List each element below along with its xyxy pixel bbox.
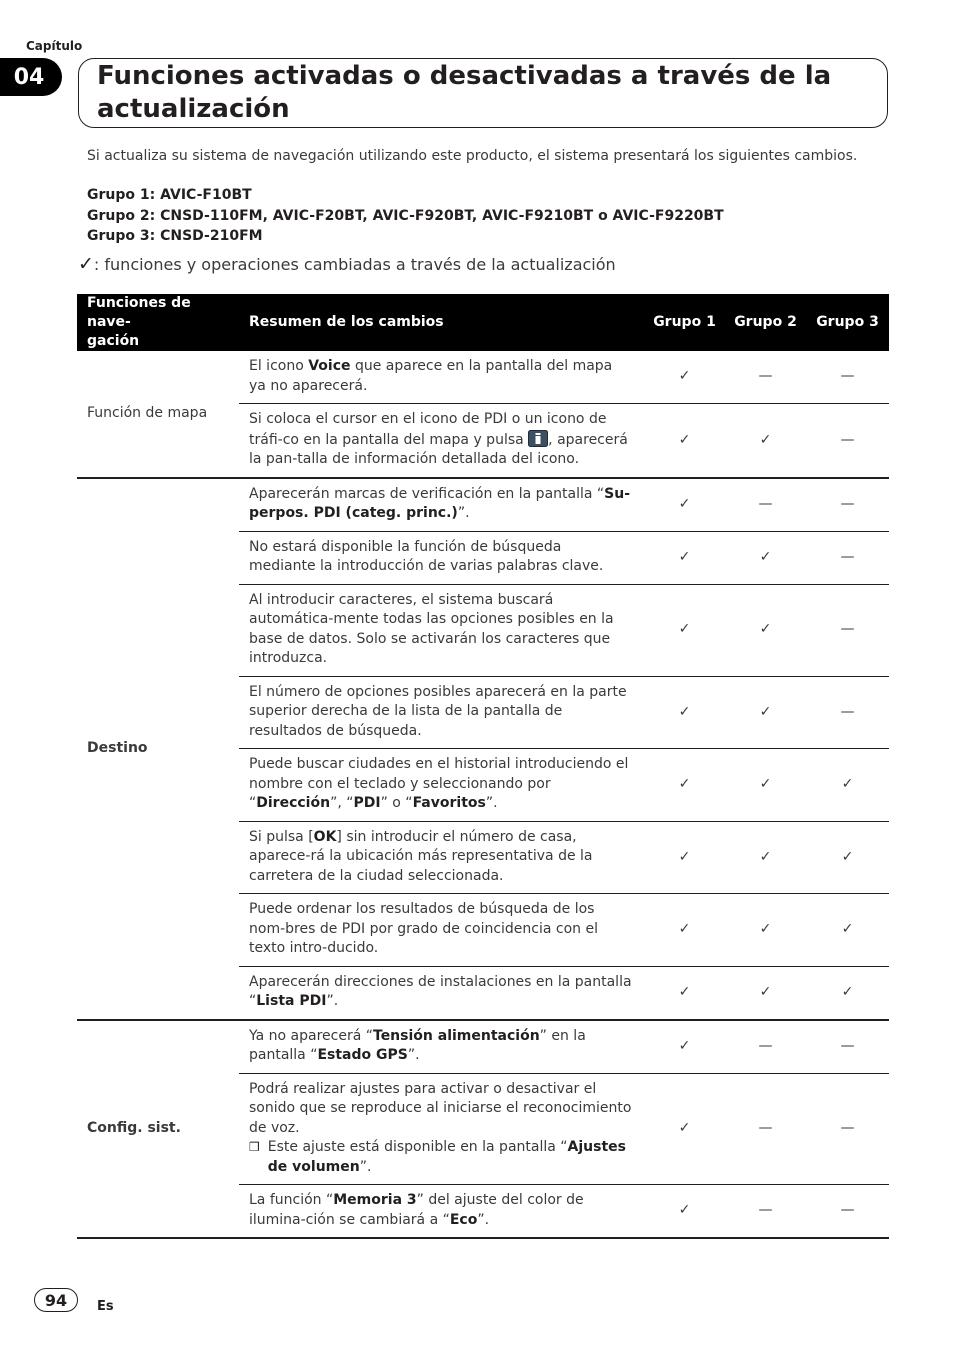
page-number: 94 xyxy=(34,1288,78,1312)
change-description-main: Podrá realizar ajustes para activar o desactivar el sonido que se reproduce al iniciarse el reconocimiento de voz. xyxy=(249,1080,632,1136)
mark-group-2: ✓ xyxy=(725,404,806,478)
mark-group-3: ✓ xyxy=(806,966,889,1020)
header-function xyxy=(77,294,239,351)
table-header-row xyxy=(77,294,889,351)
mark-group-3: ✓ xyxy=(806,749,889,822)
mark-group-2: — xyxy=(725,478,806,532)
header-function-line-2: gación xyxy=(87,333,140,349)
header-group-2: Grupo 2 xyxy=(725,294,806,351)
mark-group-2: — xyxy=(725,1185,806,1239)
page-title xyxy=(97,60,831,126)
mark-group-1: ✓ xyxy=(644,966,725,1020)
header-group-3: Grupo 3 xyxy=(806,294,889,351)
mark-group-2: ✓ xyxy=(725,821,806,894)
chapter-number-badge: 04 xyxy=(0,58,62,96)
group-3-models: CNSD-210FM xyxy=(160,228,263,244)
change-description: El número de opciones posibles aparecerá en la parte superior derecha de la lista de la pantalla de resultados de búsqueda. xyxy=(239,676,644,749)
group-3-line xyxy=(87,228,263,244)
chapter-label: Capítulo xyxy=(26,39,83,53)
mark-group-2: — xyxy=(725,351,806,404)
note-text: Este ajuste está disponible en la pantalla “Ajustes de volumen”. xyxy=(267,1139,626,1175)
mark-group-3: — xyxy=(806,404,889,478)
group-2-line xyxy=(87,208,724,224)
mark-group-2: — xyxy=(725,1073,806,1185)
page-title-line-1: Funciones activadas o desactivadas a través de la xyxy=(97,61,832,91)
group-1-models: AVIC-F10BT xyxy=(160,187,252,203)
note-item xyxy=(249,1138,632,1177)
mark-group-3: — xyxy=(806,478,889,532)
function-cell-destino: Destino xyxy=(77,478,239,1020)
table-row xyxy=(77,1020,889,1074)
function-cell-config: Config. sist. xyxy=(77,1020,239,1239)
change-description: Si pulsa [OK] sin introducir el número de casa, aparece-rá la ubicación más representativa de la carretera de la ciudad seleccionada. xyxy=(239,821,644,894)
header-summary: Resumen de los cambios xyxy=(239,294,644,351)
mark-group-3: — xyxy=(806,351,889,404)
changes-table xyxy=(77,294,889,1239)
mark-group-3: — xyxy=(806,531,889,584)
checkmark-icon: ✓ xyxy=(78,253,94,275)
group-2-label: Grupo 2: xyxy=(87,208,161,224)
change-description: Ya no aparecerá “Tensión alimentación” en la pantalla “Estado GPS”. xyxy=(239,1020,644,1074)
mark-group-2: ✓ xyxy=(725,749,806,822)
mark-group-1: ✓ xyxy=(644,351,725,404)
info-button-icon xyxy=(528,430,548,447)
change-description: Aparecerán direcciones de instalaciones en la pantalla “Lista PDI”. xyxy=(239,966,644,1020)
mark-group-3: — xyxy=(806,1020,889,1074)
mark-group-1: ✓ xyxy=(644,676,725,749)
mark-group-1: ✓ xyxy=(644,1020,725,1074)
mark-group-3: ✓ xyxy=(806,821,889,894)
mark-group-1: ✓ xyxy=(644,749,725,822)
table-row xyxy=(77,351,889,404)
table-row xyxy=(77,478,889,532)
mark-group-2: ✓ xyxy=(725,584,806,676)
group-1-label: Grupo 1: xyxy=(87,187,161,203)
change-description: Aparecerán marcas de verificación en la pantalla “Su-perpos. PDI (categ. princ.)”. xyxy=(239,478,644,532)
legend xyxy=(78,253,616,275)
group-1-line xyxy=(87,187,252,203)
mark-group-1: ✓ xyxy=(644,1185,725,1239)
change-description: No estará disponible la función de búsqueda mediante la introducción de varias palabras clave. xyxy=(239,531,644,584)
mark-group-2: ✓ xyxy=(725,531,806,584)
mark-group-3: — xyxy=(806,1073,889,1185)
mark-group-2: ✓ xyxy=(725,676,806,749)
mark-group-1: ✓ xyxy=(644,404,725,478)
page-title-line-2: actualización xyxy=(97,94,290,124)
language-code: Es xyxy=(97,1299,114,1314)
header-group-1: Grupo 1 xyxy=(644,294,725,351)
header-function-line-1: Funciones de nave- xyxy=(87,295,191,330)
mark-group-1: ✓ xyxy=(644,1073,725,1185)
mark-group-2: ✓ xyxy=(725,894,806,967)
intro-paragraph: Si actualiza su sistema de navegación utilizando este producto, el sistema presentará los siguientes cambios. xyxy=(87,148,858,164)
change-description xyxy=(239,1073,644,1185)
mark-group-1: ✓ xyxy=(644,821,725,894)
change-description: Puede buscar ciudades en el historial introduciendo el nombre con el teclado y seleccionando por “Dirección”, “PDI” o “Favoritos”. xyxy=(239,749,644,822)
mark-group-2: — xyxy=(725,1020,806,1074)
group-3-label: Grupo 3: xyxy=(87,228,161,244)
mark-group-1: ✓ xyxy=(644,531,725,584)
mark-group-1: ✓ xyxy=(644,584,725,676)
title-box xyxy=(78,58,888,128)
change-description: Si coloca el cursor en el icono de PDI o un icono de tráfi-co en la pantalla del mapa y pulsa , aparecerá la pan-talla de información detallada del icono. xyxy=(239,404,644,478)
note-bullet-icon: ❒ xyxy=(249,1140,260,1154)
mark-group-3: — xyxy=(806,1185,889,1239)
mark-group-1: ✓ xyxy=(644,478,725,532)
mark-group-3: — xyxy=(806,584,889,676)
mark-group-2: ✓ xyxy=(725,966,806,1020)
mark-group-1: ✓ xyxy=(644,894,725,967)
group-2-models: CNSD-110FM, AVIC-F20BT, AVIC-F920BT, AVIC-F9210BT o AVIC-F9220BT xyxy=(160,208,724,224)
change-description: El icono Voice que aparece en la pantalla del mapa ya no aparecerá. xyxy=(239,351,644,404)
function-cell-mapa: Función de mapa xyxy=(77,351,239,478)
change-description: La función “Memoria 3” del ajuste del color de ilumina-ción se cambiará a “Eco”. xyxy=(239,1185,644,1239)
change-description: Puede ordenar los resultados de búsqueda de los nom-bres de PDI por grado de coincidencia con el texto intro-ducido. xyxy=(239,894,644,967)
change-description: Al introducir caracteres, el sistema buscará automática-mente todas las opciones posibles en la base de datos. Solo se activarán los caracteres que introduzca. xyxy=(239,584,644,676)
mark-group-3: — xyxy=(806,676,889,749)
legend-text: : funciones y operaciones cambiadas a través de la actualización xyxy=(93,255,616,274)
mark-group-3: ✓ xyxy=(806,894,889,967)
